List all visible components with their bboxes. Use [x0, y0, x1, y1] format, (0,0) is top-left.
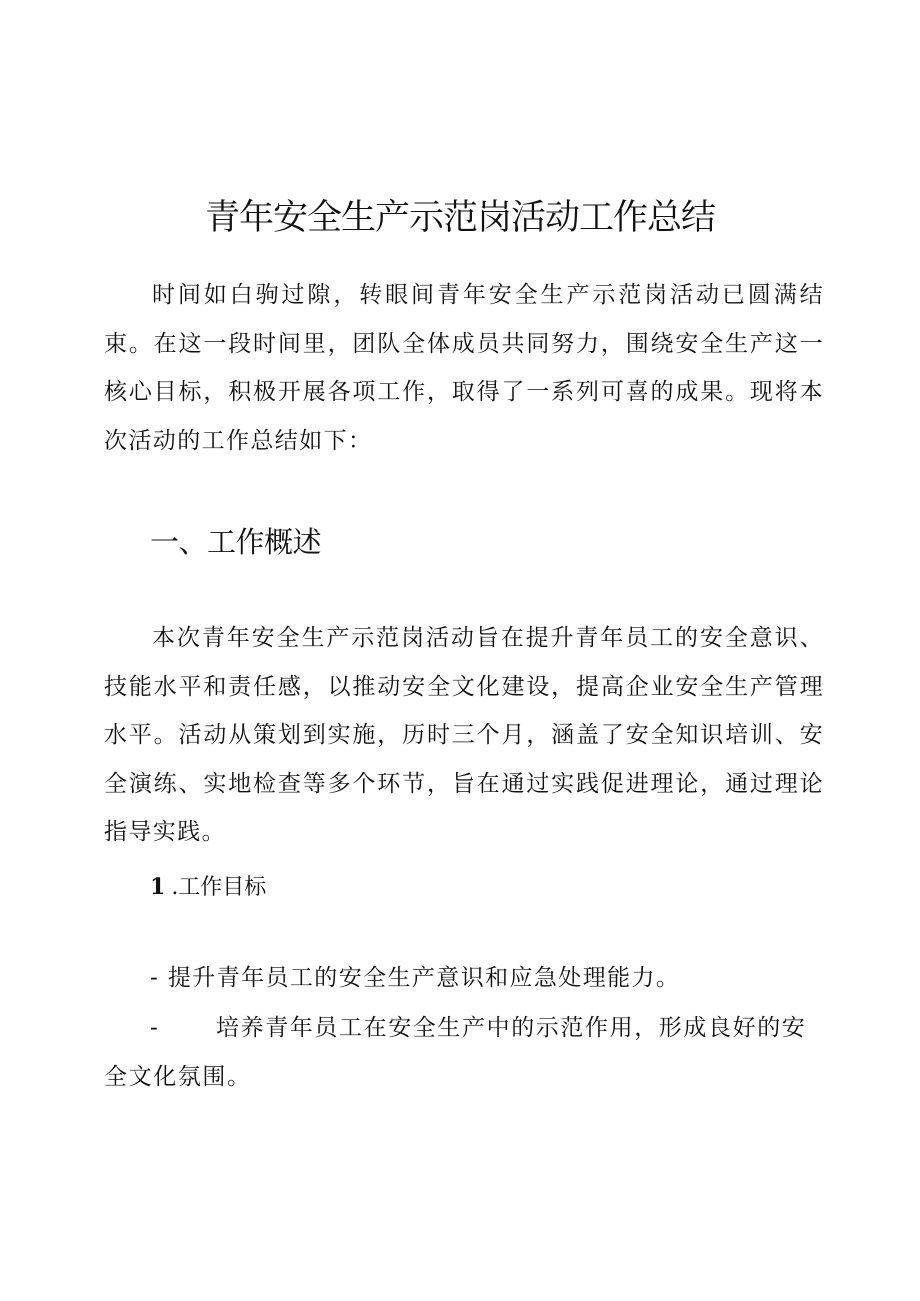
overview-paragraph: 本次青年安全生产示范岗活动旨在提升青年员工的安全意识、技能水平和责任感，以推动安全文化建设，提高企业安全生产管理水平。活动从策划到实施，历时三个月，涵盖了安全知识培训、安全演练、实地检查等多个环节，旨在通过实践促进理论，通过理论指导实践。 [104, 625, 824, 845]
list-bullet: - [150, 1015, 160, 1041]
list-item [104, 1004, 824, 1101]
list-item [150, 954, 680, 1003]
section-heading-overview: 一、工作概述 [150, 525, 322, 559]
list-item-text: 提升青年员工的安全生产意识和应急处理能力。 [167, 965, 681, 991]
subsection-title: .工作目标 [171, 875, 267, 900]
list-bullet: - [150, 965, 160, 991]
list-item-text: 培养青年员工在安全生产中的示范作用，形成良好的安全文化氛围。 [104, 1015, 807, 1090]
document-title: 青年安全生产示范岗活动工作总结 [204, 198, 715, 239]
intro-paragraph: 时间如白驹过隙，转眼间青年安全生产示范岗活动已圆满结束。在这一段时间里，团队全体成员共同努力，围绕安全生产这一核心目标，积极开展各项工作，取得了一系列可喜的成果。现将本次活动的工作总结如下： [104, 282, 824, 454]
subsection-number: 1 [150, 874, 166, 900]
subsection-heading-goals [150, 870, 266, 905]
